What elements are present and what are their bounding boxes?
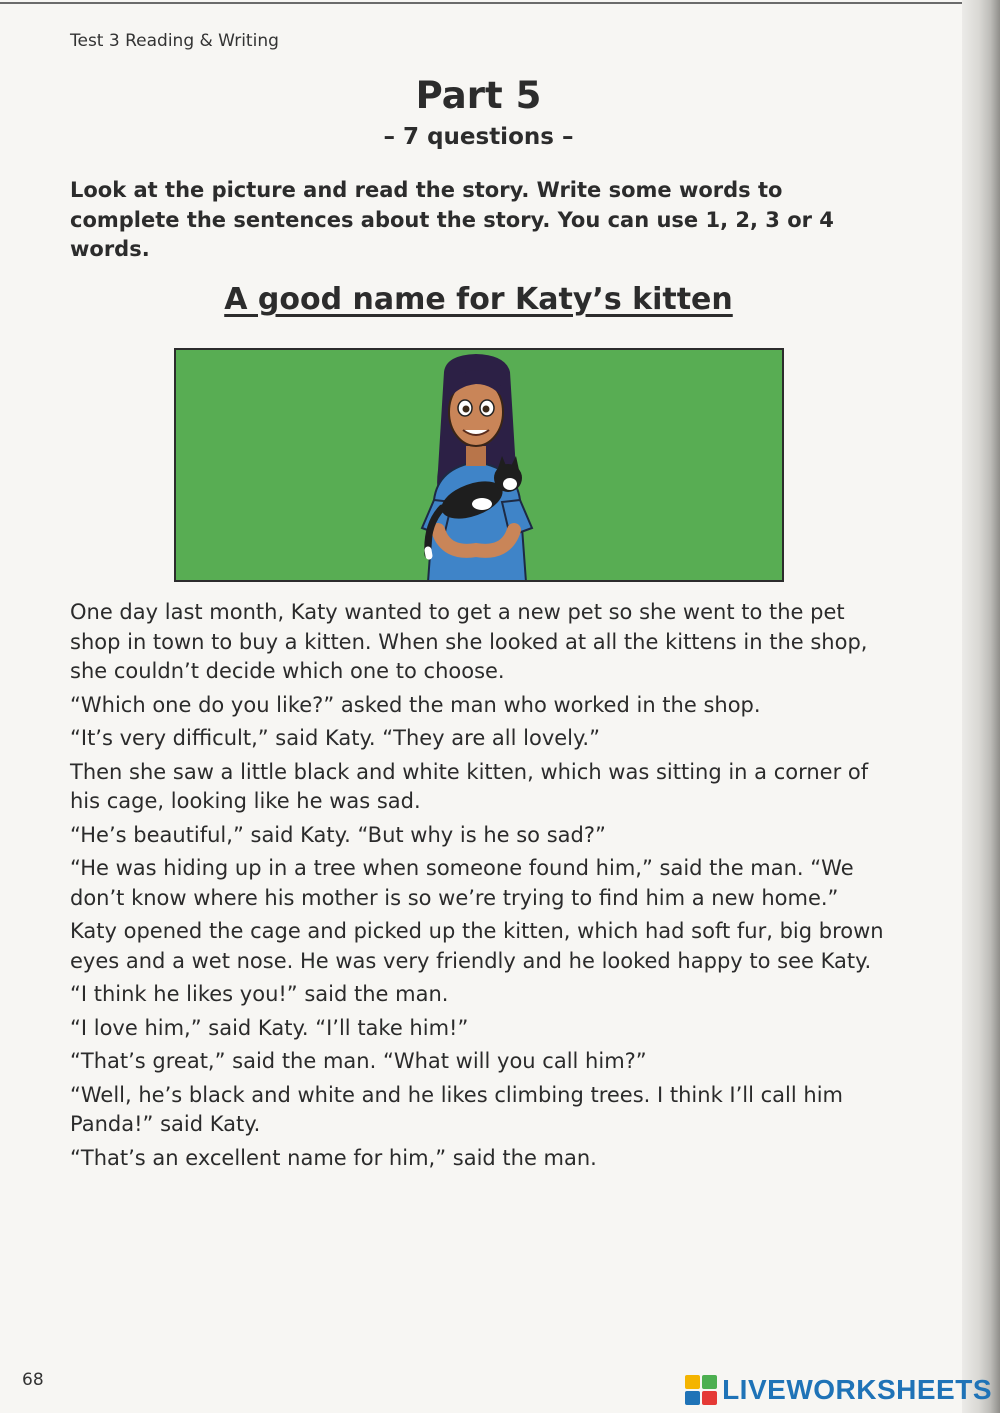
story-text: [70, 598, 890, 1177]
story-paragraph: “He’s beautiful,” said Katy. “But why is he so sad?”: [70, 822, 606, 847]
story-title-text: A good name for Katy’s kitten: [224, 282, 733, 317]
liveworksheets-logo-icon: [684, 1374, 718, 1406]
story-paragraph: “That’s an excellent name for him,” said the man.: [70, 1145, 597, 1170]
story-paragraph: Katy opened the cage and picked up the kitten, which had soft fur, big brown eyes and a wet nose. He was very friendly and he looked happy to see Katy.: [70, 919, 884, 973]
story-paragraph: “Well, he’s black and white and he likes climbing trees. I think I’ll call him Panda!” said Katy.: [70, 1082, 843, 1136]
page-number: 68: [22, 1370, 44, 1390]
story-paragraph: One day last month, Katy wanted to get a new pet so she went to the pet shop in town to buy a kitten. When she looked at all the kittens in the shop, she couldn’t decide which one to choose.: [70, 600, 868, 683]
brand-name: LIVEWORKSHEETS: [722, 1374, 992, 1405]
story-paragraph: “That’s great,” said the man. “What will you call him?”: [70, 1049, 647, 1073]
story-paragraph: “I love him,” said Katy. “I’ll take him!”: [70, 1015, 469, 1040]
page-fold-shadow: [962, 0, 1000, 1413]
instructions: Look at the picture and read the story. Write some words to complete the sentences about the story. You can use 1, 2, 3 or 4 words.: [70, 178, 834, 261]
girl-with-kitten-illustration: [176, 350, 782, 580]
story-paragraph: “He was hiding up in a tree when someone found him,” said the man. “We don’t know where his mother is so we’re trying to find him a new home.”: [70, 856, 854, 910]
story-paragraph: “Which one do you like?” asked the man who worked in the shop.: [70, 692, 761, 717]
brand-watermark: [684, 1372, 992, 1408]
story-title: [0, 282, 957, 317]
story-paragraph: Then she saw a little black and white kitten, which was sitting in a corner of his cage, looking like he was sad.: [70, 759, 869, 813]
story-paragraph: “It’s very difficult,” said Katy. “They are all lovely.”: [70, 726, 600, 750]
part-title: Part 5: [415, 74, 542, 117]
top-rule: [0, 2, 990, 4]
page-header: Test 3 Reading & Writing: [70, 31, 279, 51]
story-picture: [174, 348, 784, 582]
story-paragraph: “I think he likes you!” said the man.: [70, 982, 449, 1006]
part-subtitle: – 7 questions –: [383, 124, 574, 150]
